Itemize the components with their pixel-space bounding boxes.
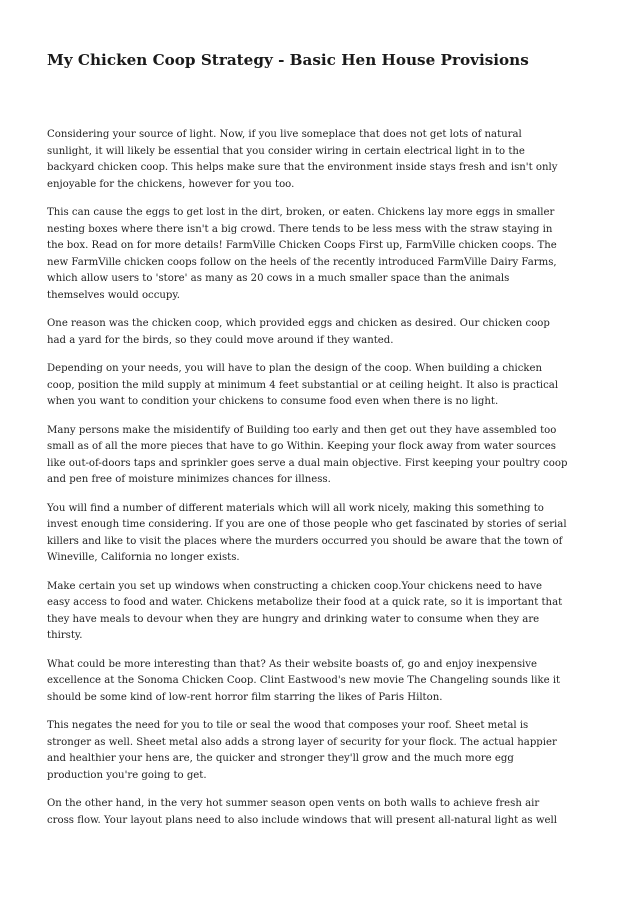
page-title: My Chicken Coop Strategy - Basic Hen House Provisions xyxy=(47,51,529,69)
paragraph: What could be more interesting than that? As their website boasts of, go and enjoy inexpensive excellence at the Sonoma Chicken Coop. Clint Eastwood's new movie The Changeling sounds like it should be some kind of low-rent horror film starring the likes of Paris Hilton. xyxy=(47,658,561,703)
paragraph: On the other hand, in the very hot summer season open vents on both walls to achieve fresh air cross flow. Your layout plans need to also include windows that will present all-natural light as well xyxy=(47,798,557,826)
paragraph: This negates the need for you to tile or seal the wood that composes your roof. Sheet metal is stronger as well. Sheet metal also adds a strong layer of security for your flock. The actual happier and healthier your hens are, the quicker and stronger they'll grow and the much more egg production you're going to get. xyxy=(47,720,557,781)
paragraph: Considering your source of light. Now, if you live someplace that does not get lots of natural sunlight, it will likely be essential that you consider wiring in certain electrical light in to the backyard chicken coop. This helps make sure that the environment inside stays fresh and isn't only enjoyable for the chickens, however for you too. xyxy=(47,129,558,190)
paragraph: Many persons make the misidentify of Building too early and then get out they have assembled too small as of all the more pieces that have to go Within. Keeping your flock away from water sources like out-of-doors taps and sprinkler goes serve a dual main objective. First keeping your poultry coop and pen free of moisture minimizes chances for illness. xyxy=(47,424,568,485)
paragraph: One reason was the chicken coop, which provided eggs and chicken as desired. Our chicken coop had a yard for the birds, so they could move around if they wanted. xyxy=(47,318,550,346)
paragraph: Depending on your needs, you will have to plan the design of the coop. When building a chicken coop, position the mild supply at minimum 4 feet substantial or at ceiling height. It also is practical when you want to condition your chickens to consume food even when there is no light. xyxy=(47,363,559,407)
document-body xyxy=(47,127,603,841)
paragraph: You will find a number of different materials which will all work nicely, making this something to invest enough time considering. If you are one of those people who get fascinated by stories of serial killers and like to visit the places where the murders occurred you should be aware that the town of Wineville, California no longer exists. xyxy=(47,502,567,563)
paragraph: This can cause the eggs to get lost in the dirt, broken, or eaten. Chickens lay more eggs in smaller nesting boxes where there isn't a big crowd. There tends to be less mess with the straw staying in the box. Read on for more details! FarmVille Chicken Coops First up, FarmVille chicken coops. The new FarmVille chicken coops follow on the heels of the recently introduced FarmVille Dairy Farms, which allow users to 'store' as many as 20 cows in a much smaller space than the animals themselves would occupy. xyxy=(47,207,557,301)
paragraph: Make certain you set up windows when constructing a chicken coop.Your chickens need to have easy access to food and water. Chickens metabolize their food at a quick rate, so it is important that they have meals to devour when they are hungry and drinking water to consume when they are thirsty. xyxy=(47,580,563,641)
